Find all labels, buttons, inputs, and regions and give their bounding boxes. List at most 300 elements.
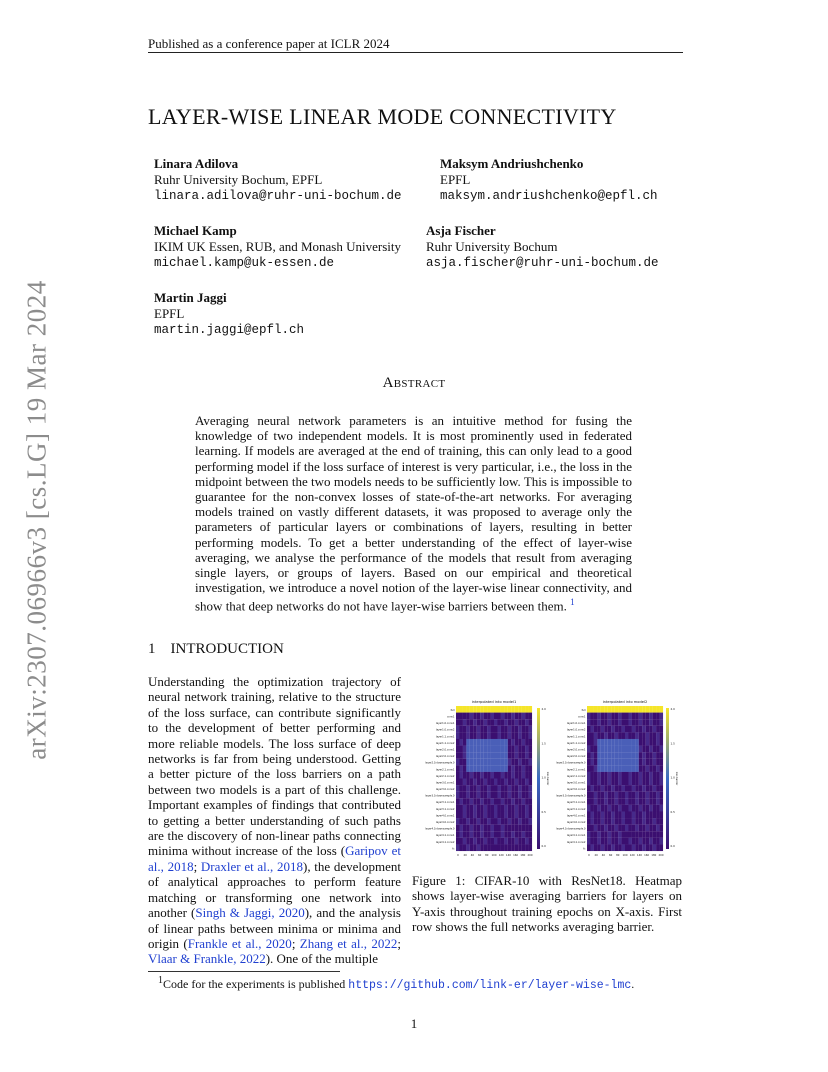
heatmap-cell	[622, 759, 626, 766]
heatmap-cell	[590, 765, 594, 772]
heatmap-cell	[649, 831, 653, 838]
heatmap-cell	[456, 805, 460, 812]
heatmap-cell	[501, 805, 505, 812]
heatmap-cell	[501, 785, 505, 792]
ytick-label: layer4.1.conv2	[566, 840, 586, 844]
heatmap-cell	[518, 726, 522, 733]
heatmap-cell	[477, 706, 481, 713]
heatmap-cell	[604, 805, 608, 812]
heatmap-cell	[466, 825, 470, 832]
heatmap-cell	[529, 759, 533, 766]
heatmap-cell	[529, 752, 533, 759]
arxiv-stamp	[21, 280, 52, 760]
heatmap-cell	[635, 805, 639, 812]
heatmap-cell	[522, 746, 526, 753]
heatmap-cell	[522, 713, 526, 720]
heatmap-cell	[639, 765, 643, 772]
heatmap-cell	[653, 726, 657, 733]
heatmap-cell	[615, 732, 619, 739]
heatmap-cell	[611, 805, 615, 812]
heatmap-cell	[484, 785, 488, 792]
heatmap-cell	[639, 825, 643, 832]
heatmap-cell	[470, 746, 474, 753]
heatmap-cell	[522, 739, 526, 746]
heatmap-cell	[459, 844, 463, 851]
ytick-label: full	[581, 708, 586, 712]
heatmap-cell	[522, 779, 526, 786]
heatmap-cell	[456, 759, 460, 766]
heatmap-cell	[642, 765, 646, 772]
heatmap-cell	[501, 759, 505, 766]
heatmap-cell	[604, 765, 608, 772]
heatmap-cell	[628, 831, 632, 838]
footnote-url-link[interactable]: https://github.com/link-er/layer-wise-lmc	[348, 979, 632, 992]
heatmap-cell	[649, 792, 653, 799]
heatmap-cell	[515, 805, 519, 812]
heatmap-cell	[484, 759, 488, 766]
heatmap-cell	[494, 726, 498, 733]
heatmap-cell	[487, 844, 491, 851]
heatmap-cell	[518, 792, 522, 799]
heatmap-cell	[459, 792, 463, 799]
heatmap-cell	[632, 752, 636, 759]
xtick-label: 40	[470, 854, 475, 857]
heatmap-cell	[587, 838, 591, 845]
heatmap-cell	[504, 732, 508, 739]
heatmap-cell	[649, 732, 653, 739]
heatmap-cell	[587, 825, 591, 832]
heatmap-cell	[628, 779, 632, 786]
heatmap-cell	[477, 739, 481, 746]
heatmap-cell	[463, 759, 467, 766]
heatmap-cell	[594, 779, 598, 786]
heatmap-cell	[491, 719, 495, 726]
heatmap-cell	[615, 844, 619, 851]
heatmap-cell	[632, 831, 636, 838]
heatmap-cell	[608, 818, 612, 825]
heatmap-cell	[597, 772, 601, 779]
heatmap-cell	[649, 811, 653, 818]
heatmap-cell	[501, 752, 505, 759]
heatmap-cell	[518, 746, 522, 753]
heatmap-cell	[473, 805, 477, 812]
heatmap-cell	[511, 785, 515, 792]
heatmap-cell	[615, 785, 619, 792]
heatmap-cell	[466, 765, 470, 772]
heatmap-cell	[459, 818, 463, 825]
citation-link[interactable]: Garipov et al., 2018	[148, 843, 402, 874]
heatmap-cell	[660, 785, 664, 792]
heatmap-cell	[494, 805, 498, 812]
heatmap-cell	[529, 831, 533, 838]
heatmap-cell	[518, 779, 522, 786]
heatmap-cell	[473, 759, 477, 766]
heatmap-cell	[611, 765, 615, 772]
heatmap-cell	[618, 792, 622, 799]
heatmap-cell	[525, 732, 529, 739]
heatmap-cell	[656, 772, 660, 779]
heatmap-cell	[466, 732, 470, 739]
heatmap-cell	[466, 838, 470, 845]
ytick-label: layer3.0.downsample.0	[425, 794, 455, 798]
heatmap-cell	[639, 831, 643, 838]
header-rule	[148, 52, 683, 53]
abstract-text: Averaging neural network parameters is an intuitive method for fusing the knowledge of two independent models. It is most prominently used in federated learning. If models are averaged at the end of training, this can only lead to a good performing model if the loss surface of interest is very particular, i.e., the loss in the midpoint between the two models needs to be sufficiently low. This is impossible to guarantee for the non-convex losses of state-of-the-art networks. For averaging models trained on vastly different datasets, it was proposed to average only the parameters of particular layers or combinations of layers, resulting in better performing models. To get a better understanding of the effect of layer-wise averaging, we analyse the performance of the models that result from averaging single layers, or groups of layers. Based on our empirical and theoretical investigation, we introduce a novel notion of the layer-wise linear connectivity, and show that deep networks do not have layer-wise barriers between them.	[195, 413, 632, 614]
heatmap-cell	[594, 792, 598, 799]
heatmap-cell	[618, 726, 622, 733]
heatmap-cell	[635, 726, 639, 733]
heatmap-cell	[608, 759, 612, 766]
xtick-label: 0	[457, 854, 459, 857]
heatmap-cell	[611, 772, 615, 779]
heatmap-cell	[622, 746, 626, 753]
heatmap-cell	[639, 805, 643, 812]
heatmap-cell	[590, 805, 594, 812]
author-name: Michael Kamp	[154, 223, 237, 238]
heatmap-cell	[601, 779, 605, 786]
heatmap-cell	[522, 726, 526, 733]
author-email[interactable]: maksym.andriushchenko@epfl.ch	[440, 189, 658, 203]
heatmap-cell	[494, 818, 498, 825]
heatmap-cell	[480, 706, 484, 713]
ytick-label: layer2.0.conv1	[435, 748, 455, 752]
heatmap-cell	[604, 825, 608, 832]
heatmap-cell	[515, 825, 519, 832]
heatmap-cell	[604, 719, 608, 726]
heatmap-cell	[594, 746, 598, 753]
heatmap-cell	[511, 759, 515, 766]
heatmap-cell	[608, 719, 612, 726]
heatmap-cell	[587, 772, 591, 779]
heatmap-cell	[632, 765, 636, 772]
author-1	[154, 156, 402, 204]
heatmap-cell	[522, 844, 526, 851]
heatmap-cell	[525, 831, 529, 838]
xtick-label: 100	[622, 854, 628, 857]
heatmap-cell	[456, 838, 460, 845]
heatmap-cell	[653, 706, 657, 713]
heatmap-cell	[649, 726, 653, 733]
heatmap-cell	[628, 785, 632, 792]
heatmap-cell	[466, 805, 470, 812]
heatmap-cell	[608, 706, 612, 713]
heatmap-cell	[601, 759, 605, 766]
heatmap-cell	[470, 765, 474, 772]
heatmap-cell	[601, 732, 605, 739]
heatmap-cell	[601, 805, 605, 812]
heatmap-cell	[635, 732, 639, 739]
heatmap-cell	[491, 726, 495, 733]
citation-link[interactable]: Singh & Jaggi, 2020	[195, 905, 305, 921]
heatmap-cell	[484, 818, 488, 825]
heatmap-cell	[501, 779, 505, 786]
heatmap-cell	[477, 746, 481, 753]
heatmap-cell	[601, 772, 605, 779]
heatmap-cell	[656, 706, 660, 713]
heatmap-cell	[618, 752, 622, 759]
heatmap-cell	[470, 752, 474, 759]
heatmap-cell	[459, 752, 463, 759]
heatmap-cell	[470, 798, 474, 805]
heatmap-cell	[608, 844, 612, 851]
heatmap-cell	[501, 838, 505, 845]
colorbar-tick: 0.0	[541, 844, 546, 848]
heatmap-cell	[597, 805, 601, 812]
heatmap-cell	[484, 838, 488, 845]
heatmap-cell	[635, 713, 639, 720]
heatmap-cell	[597, 759, 601, 766]
heatmap-cell	[501, 811, 505, 818]
heatmap-cell	[601, 844, 605, 851]
heatmap-cell	[484, 732, 488, 739]
heatmap-cell	[459, 838, 463, 845]
heatmap-cell	[491, 785, 495, 792]
heatmap-cell	[529, 765, 533, 772]
heatmap-cell	[604, 798, 608, 805]
heatmap-cell	[587, 719, 591, 726]
heatmap-cell	[459, 726, 463, 733]
heatmap-cell	[649, 765, 653, 772]
heatmap-cell	[587, 844, 591, 851]
heatmap-cell	[525, 805, 529, 812]
heatmap-cell	[470, 713, 474, 720]
heatmap-cell	[632, 825, 636, 832]
heatmap-cell	[601, 785, 605, 792]
heatmap-cell	[504, 825, 508, 832]
heatmap-cell	[518, 811, 522, 818]
heatmap-cell	[601, 765, 605, 772]
heatmap-cell	[518, 798, 522, 805]
heatmap-cell	[494, 785, 498, 792]
heatmap-cell	[529, 713, 533, 720]
heatmap-cell	[511, 838, 515, 845]
heatmap-cell	[501, 831, 505, 838]
heatmap-cell	[477, 838, 481, 845]
heatmap-cell	[615, 746, 619, 753]
heatmap-cell	[518, 785, 522, 792]
heatmap-cell	[529, 838, 533, 845]
heatmap-cell	[459, 772, 463, 779]
heatmap-cell	[501, 792, 505, 799]
heatmap-cell	[463, 732, 467, 739]
title-rest: AYER-WISE LINEAR MODE CONNECTIVITY	[161, 104, 617, 129]
xtick-label: 200	[527, 854, 533, 857]
citation-link[interactable]: Vlaar & Frankle, 2022	[148, 951, 266, 967]
xtick-label: 180	[520, 854, 526, 857]
heatmap-cell	[480, 798, 484, 805]
heatmap-cell	[653, 752, 657, 759]
heatmap-cell	[604, 818, 608, 825]
heatmap-cell	[525, 706, 529, 713]
heatmap-cell	[508, 713, 512, 720]
heatmap-cell	[484, 811, 488, 818]
heatmap-cell	[501, 765, 505, 772]
xtick-label: 100	[491, 854, 497, 857]
heatmap-cell	[459, 811, 463, 818]
heatmap-cell	[628, 746, 632, 753]
heatmap-cell	[463, 818, 467, 825]
heatmap-cell	[522, 752, 526, 759]
heatmap-cell	[660, 818, 664, 825]
heatmap-cell	[529, 739, 533, 746]
heatmap-cell	[473, 818, 477, 825]
citation-link[interactable]: Draxler et al., 2018	[200, 858, 303, 874]
heatmap-cell	[642, 739, 646, 746]
heatmap-cell	[466, 739, 470, 746]
xtick-label: 160	[513, 854, 519, 857]
heatmap-cell	[632, 779, 636, 786]
heatmap-cell	[646, 779, 650, 786]
author-email[interactable]: asja.fischer@ruhr-uni-bochum.de	[426, 256, 659, 270]
heatmap-cell	[622, 752, 626, 759]
heatmap-cell	[660, 798, 664, 805]
heatmap-cell	[518, 838, 522, 845]
author-email[interactable]: martin.jaggi@epfl.ch	[154, 323, 305, 337]
heatmap-cell	[463, 811, 467, 818]
heatmap-cell	[590, 818, 594, 825]
heatmap-cell	[484, 719, 488, 726]
heatmap-cell	[653, 746, 657, 753]
heatmap-cell	[463, 719, 467, 726]
footnote-link[interactable]: 1	[570, 597, 575, 608]
heatmap-cell	[615, 713, 619, 720]
heatmap-cell	[590, 844, 594, 851]
heatmap-cell	[477, 805, 481, 812]
heatmap-cell	[491, 759, 495, 766]
heatmap-cell	[497, 785, 501, 792]
heatmap-cell	[594, 838, 598, 845]
heatmap-cell	[649, 838, 653, 845]
heatmap-cell	[522, 719, 526, 726]
intro-text: ;	[397, 935, 401, 951]
heatmap-cell	[632, 746, 636, 753]
panel-title: interpolated into model1	[471, 700, 517, 704]
heatmap-cell	[501, 772, 505, 779]
heatmap-cell	[618, 759, 622, 766]
heatmap-cell	[473, 706, 477, 713]
heatmap-cell	[660, 726, 664, 733]
heatmap-cell	[611, 746, 615, 753]
heatmap-cell	[639, 785, 643, 792]
heatmap-cell	[660, 844, 664, 851]
heatmap-cell	[487, 798, 491, 805]
heatmap-cell	[494, 798, 498, 805]
heatmap-cell	[508, 772, 512, 779]
heatmap-cell	[608, 746, 612, 753]
heatmap-cell	[484, 779, 488, 786]
heatmap-cell	[587, 732, 591, 739]
heatmap-cell	[635, 811, 639, 818]
heatmap-cell	[456, 825, 460, 832]
heatmap-cell	[632, 838, 636, 845]
heatmap-cell	[642, 785, 646, 792]
heatmap-cell	[618, 831, 622, 838]
heatmap-cell	[628, 792, 632, 799]
heatmap-cell	[473, 785, 477, 792]
heatmap-cell	[656, 779, 660, 786]
heatmap-cell	[470, 805, 474, 812]
heatmap-cell	[529, 719, 533, 726]
heatmap-cell	[459, 779, 463, 786]
heatmap-cell	[459, 739, 463, 746]
heatmap-cell	[466, 746, 470, 753]
heatmap-cell	[518, 719, 522, 726]
heatmap-cell	[525, 759, 529, 766]
heatmap-cell	[466, 772, 470, 779]
heatmap-cell	[456, 798, 460, 805]
colorbar-tick: 2.0	[541, 707, 546, 711]
heatmap-cell	[456, 785, 460, 792]
heatmap-cell	[590, 746, 594, 753]
heatmap-cell	[622, 785, 626, 792]
heatmap-cell	[459, 765, 463, 772]
heatmap-cell	[494, 811, 498, 818]
heatmap-cell	[649, 746, 653, 753]
heatmap-cell	[504, 818, 508, 825]
heatmap-cell	[625, 779, 629, 786]
heatmap-cell	[601, 838, 605, 845]
heatmap-cell	[456, 818, 460, 825]
heatmap-cell	[477, 811, 481, 818]
heatmap-cell	[504, 831, 508, 838]
heatmap-cell	[597, 785, 601, 792]
heatmap-cell	[466, 811, 470, 818]
footnote-rule	[148, 971, 340, 972]
heatmap-cell	[511, 844, 515, 851]
heatmap-cell	[653, 713, 657, 720]
heatmap-cell	[497, 706, 501, 713]
heatmap-cell	[618, 772, 622, 779]
heatmap-cell	[466, 706, 470, 713]
citation-link[interactable]: Frankle et al., 2020	[187, 935, 292, 951]
ytick-label: layer1.0.conv1	[435, 722, 455, 726]
author-email[interactable]: michael.kamp@uk-essen.de	[154, 256, 335, 270]
heatmap-cell	[529, 732, 533, 739]
heatmap-cell	[618, 785, 622, 792]
citation-link[interactable]: Zhang et al., 2022	[299, 935, 398, 951]
heatmap-cell	[628, 772, 632, 779]
heatmap-cell	[466, 726, 470, 733]
heatmap-cell	[515, 719, 519, 726]
heatmap-cell	[660, 752, 664, 759]
heatmap-cell	[628, 818, 632, 825]
heatmap-cell	[508, 844, 512, 851]
heatmap-cell	[473, 838, 477, 845]
heatmap-cell	[525, 746, 529, 753]
heatmap-cell	[653, 772, 657, 779]
heatmap-cell	[470, 825, 474, 832]
heatmap-cell	[494, 746, 498, 753]
xtick-label: 180	[651, 854, 657, 857]
heatmap-cell	[459, 785, 463, 792]
heatmap-cell	[522, 798, 526, 805]
heatmap-cell	[515, 772, 519, 779]
heatmap-cell	[660, 732, 664, 739]
heatmap-cell	[518, 825, 522, 832]
colorbar-label: loss barrier	[546, 771, 549, 786]
heatmap-cell	[653, 765, 657, 772]
heatmap-cell	[660, 792, 664, 799]
section-number: 1	[148, 641, 156, 657]
heatmap-cell	[473, 713, 477, 720]
heatmap-cell	[508, 765, 512, 772]
heatmap-cell	[597, 825, 601, 832]
heatmap-cell	[487, 713, 491, 720]
heatmap-cell	[628, 798, 632, 805]
heatmap-cell	[480, 726, 484, 733]
heatmap-cell	[594, 759, 598, 766]
author-email[interactable]: linara.adilova@ruhr-uni-bochum.de	[154, 189, 402, 203]
